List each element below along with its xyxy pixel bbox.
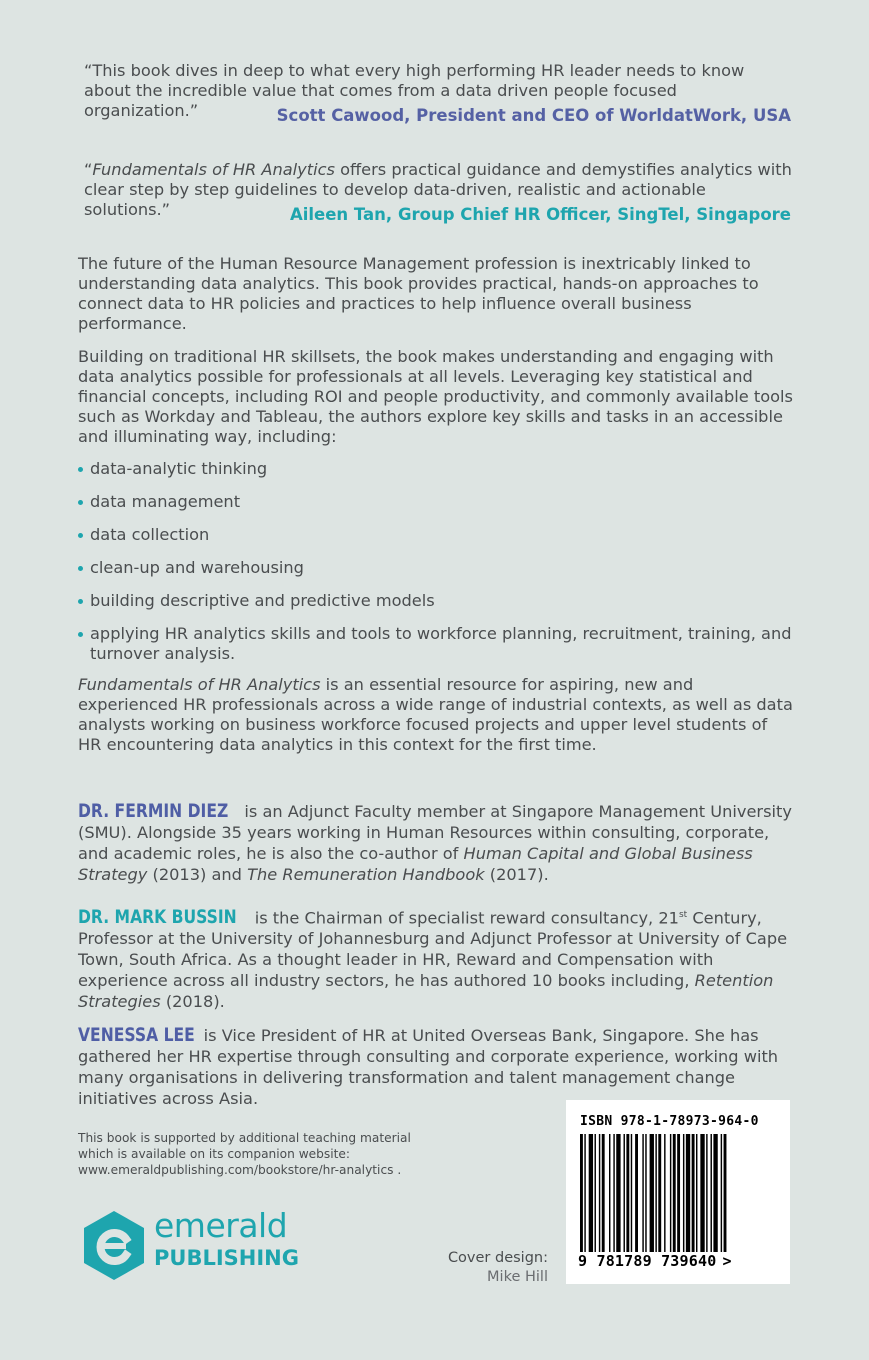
cover-design-label: Cover design: — [447, 1250, 548, 1266]
author-book-title: Human Capital and Global Business Strategy — [78, 844, 753, 884]
barcode-bars — [578, 1134, 778, 1256]
barcode-bar — [609, 1134, 610, 1252]
barcode-bar — [624, 1134, 625, 1252]
isbn-barcode — [566, 1100, 790, 1284]
cover-design-credit — [430, 1249, 548, 1287]
barcode-bar — [602, 1134, 605, 1252]
list-item: clean-up and warehousing — [78, 558, 794, 578]
author-bio-text: is the Chairman of specialist reward consultancy, 21 — [249, 908, 679, 928]
author-name: DR. FERMIN DIEZ — [78, 800, 229, 822]
barcode-bar — [711, 1134, 712, 1252]
author-bio-text: Century, Professor at the University of Johannesburg and Adjunct Professor at University of Cape Town, South Africa. As a thought leader in HR, Reward and Compensation with experience across all industry sectors, he has authored 10 books including, — [78, 908, 788, 991]
skills-list — [78, 459, 794, 677]
barcode-bar — [713, 1134, 717, 1252]
list-item: building descriptive and predictive models — [78, 591, 794, 611]
description-paragraph-3 — [78, 675, 794, 755]
author-bio-text: (2013) and — [147, 865, 248, 884]
description-paragraph-2: Building on traditional HR skillsets, the book makes understanding and engaging with data analytics possible for professionals at all levels. Leveraging key statistical and financial concepts, including ROI and people productivity, and commonly available tools such as Workday and Tableau, the authors explore key skills and tasks in an accessible and illuminating way, including: — [78, 347, 793, 446]
quote-2-text: offers practical guidance and demystifies analytics with clear step by step guidelines to develop data-driven, realistic and actionable solutions.” — [84, 160, 792, 219]
quote-2-open: “ — [84, 160, 93, 179]
barcode-bar — [677, 1134, 680, 1252]
barcode-bar — [613, 1134, 614, 1252]
barcode-bar — [655, 1134, 656, 1252]
barcode-bar — [700, 1134, 704, 1252]
barcode-bar — [595, 1134, 596, 1252]
barcode-bar — [631, 1134, 632, 1252]
barcode-bar — [642, 1134, 643, 1252]
isbn-digits — [578, 1252, 732, 1270]
barcode-digits-text: 9 781789 739640 — [578, 1252, 717, 1270]
author-bio-bussin — [78, 905, 794, 1012]
barcode-bar — [589, 1134, 593, 1252]
barcode-bar — [645, 1134, 646, 1252]
list-item: data-analytic thinking — [78, 459, 794, 479]
author-book-title: Retention Strategies — [78, 971, 774, 1012]
author-name: DR. MARK BUSSIN — [78, 906, 237, 929]
author-bio-text: (2017). — [484, 865, 549, 884]
barcode-bar — [664, 1134, 665, 1252]
list-item: data management — [78, 492, 794, 512]
author-bio-text: (2018). — [160, 992, 225, 1012]
barcode-bar — [670, 1134, 671, 1252]
list-item: applying HR analytics skills and tools to workforce planning, recruitment, training, and turnover analysis. — [78, 624, 794, 664]
barcode-bar — [721, 1134, 722, 1252]
author-bio-text: is an Adjunct Faculty member at Singapore Management University (SMU). Alongside 35 years working in Human Resources within consulting, corporate, and academic roles, he is also the co-author of — [78, 802, 792, 863]
quote-1-text: “This book dives in deep to what every high performing HR leader needs to know about the incredible value that comes from a data driven people focused organization.” — [84, 61, 745, 120]
barcode-bar — [580, 1134, 583, 1252]
barcode-bar — [686, 1134, 690, 1252]
book-title: Fundamentals of HR Analytics — [78, 675, 321, 694]
barcode-bar — [599, 1134, 600, 1252]
barcode-bar — [692, 1134, 695, 1252]
author-bio-diez — [78, 801, 794, 885]
companion-url[interactable]: www.emeraldpublishing.com/bookstore/hr-analytics . — [78, 1163, 402, 1177]
barcode-bar — [584, 1134, 585, 1252]
author-bio-lee — [78, 1025, 794, 1109]
barcode-bar — [673, 1134, 676, 1252]
paragraph-3-text: is an essential resource for aspiring, new and experienced HR professionals across a wide range of industrial contexts, as well as data analysts working on business workforce focused projects and upper level students of HR encountering data analytics in this context for the first time. — [78, 675, 793, 754]
barcode-arrow: > — [722, 1252, 732, 1270]
companion-line-2: which is available on its companion website: — [78, 1147, 351, 1161]
description-paragraph-1: The future of the Human Resource Management profession is inextricably linked to understanding data analytics. This book provides practical, hands-on approaches to connect data to HR policies and practices to help influence overall business performance. — [78, 254, 759, 333]
author-name: VENESSA LEE — [78, 1024, 195, 1046]
barcode-bar — [616, 1134, 620, 1252]
barcode-bar — [626, 1134, 629, 1252]
barcode-bar — [658, 1134, 661, 1252]
barcode-bar — [683, 1134, 684, 1252]
author-bio-text: is Vice President of HR at United Overseas Bank, Singapore. She has gathered her HR expertise through consulting and corporate experience, working with many organisations in delivering transformation and talent management change initiatives across Asia. — [78, 1026, 779, 1108]
barcode-bar — [724, 1134, 727, 1252]
emerald-hexagon-logo-icon — [82, 1209, 146, 1282]
barcode-bar — [696, 1134, 697, 1252]
barcode-bar — [635, 1134, 638, 1252]
quote-2-title: Fundamentals of HR Analytics — [92, 160, 335, 179]
publisher-name: emerald — [154, 1206, 288, 1245]
barcode-bar — [650, 1134, 654, 1252]
author-book-title: The Remuneration Handbook — [247, 865, 485, 884]
companion-note — [78, 1130, 438, 1178]
barcode-bar — [706, 1134, 707, 1252]
superscript: st — [678, 910, 688, 920]
list-item: data collection — [78, 525, 794, 545]
quote-2-attribution: Aileen Tan, Group Chief HR Officer, SingTel, Singapore — [289, 205, 791, 224]
publisher-subname: PUBLISHING — [154, 1246, 299, 1270]
cover-designer-name: Mike Hill — [487, 1269, 548, 1285]
companion-line-1: This book is supported by additional teaching material — [78, 1131, 411, 1145]
quote-1-attribution: Scott Cawood, President and CEO of WorldatWork, USA — [276, 106, 791, 125]
isbn-label: ISBN 978-1-78973-964-0 — [580, 1114, 759, 1129]
